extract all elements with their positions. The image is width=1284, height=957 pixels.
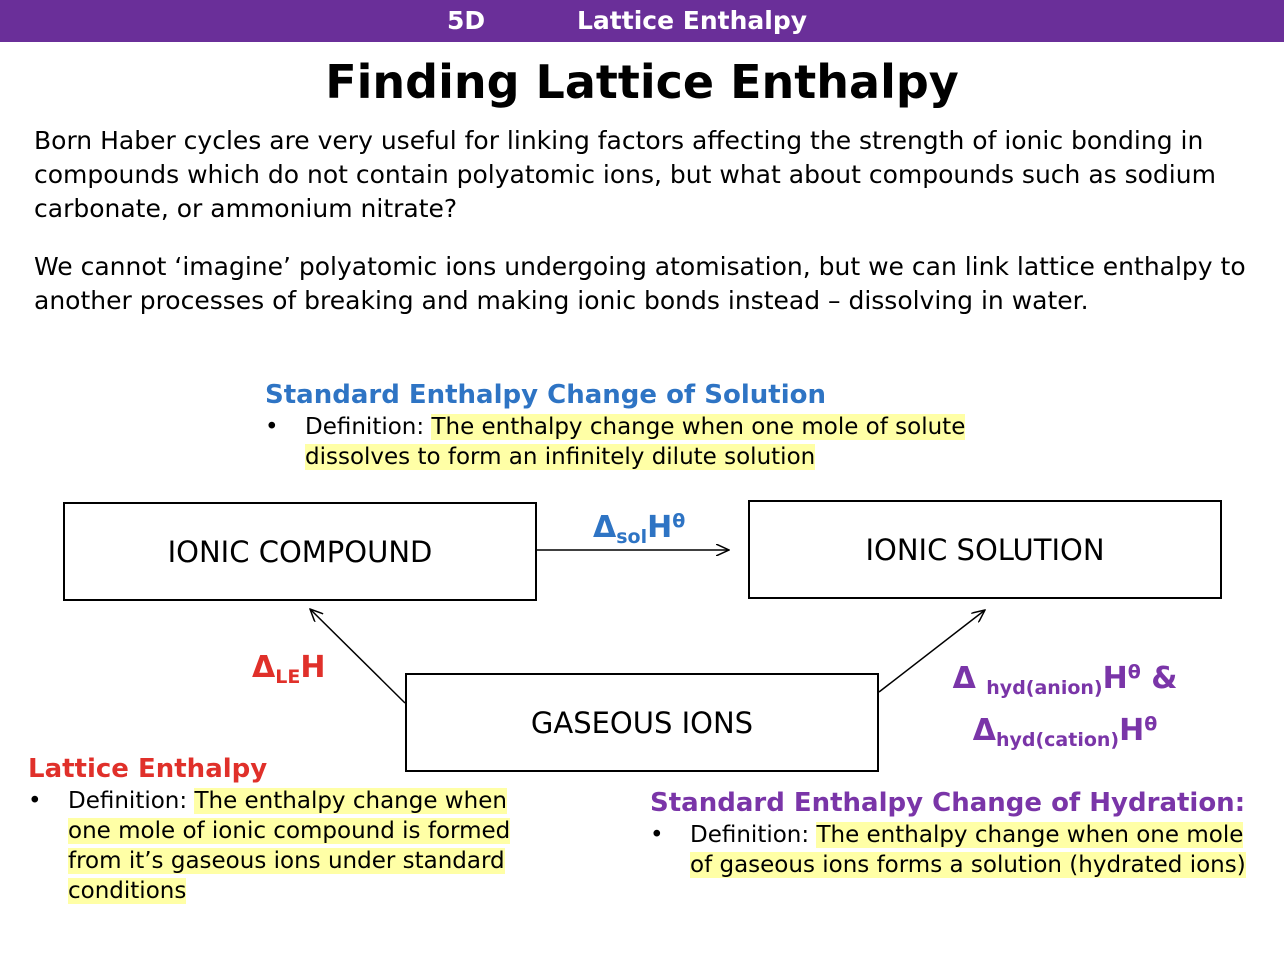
hydration-definition bbox=[650, 786, 1260, 880]
ionic-compound-label: IONIC COMPOUND bbox=[167, 534, 433, 569]
definition-lead: Definition: bbox=[690, 822, 817, 848]
bullet: • bbox=[265, 414, 279, 440]
label-symbol: H bbox=[1119, 713, 1145, 748]
label-superscript: θ bbox=[1144, 713, 1158, 735]
solution-definition-text: The enthalpy change when one mole of solute dissolves to form an infinitely dilute solution bbox=[305, 414, 966, 470]
label-symbol: H bbox=[300, 650, 326, 685]
solution-definition-title: Standard Enthalpy Change of Solution bbox=[265, 380, 827, 410]
intro-paragraph-2: We cannot ‘imagine’ polyatomic ions undergoing atomisation, but we can link lattice enthalpy to another processes of breaking and making ionic bonds instead – dissolving in water. bbox=[34, 252, 1246, 315]
gaseous-ions-label: GASEOUS IONS bbox=[530, 705, 754, 740]
intro-paragraph-1: Born Haber cycles are very useful for linking factors affecting the strength of ionic bonding in compounds which do not contain polyatomic ions, but what about compounds such as sodium carbonate, or ammonium nitrate? bbox=[34, 126, 1216, 223]
label-subscript: hyd(cation) bbox=[995, 729, 1120, 751]
hydration-definition-body bbox=[650, 820, 1260, 880]
label-subscript: sol bbox=[616, 526, 648, 548]
ionic-solution-box bbox=[748, 500, 1222, 599]
header-topic: Lattice Enthalpy bbox=[577, 6, 808, 35]
lattice-definition-text: The enthalpy change when one mole of ionic compound is formed from it’s gaseous ions under standard conditions bbox=[68, 788, 511, 904]
header-code: 5D bbox=[447, 6, 486, 35]
hydration-definition-text: The enthalpy change when one mole of gaseous ions forms a solution (hydrated ions) bbox=[690, 822, 1246, 878]
lattice-definition bbox=[28, 752, 528, 906]
definition-lead: Definition: bbox=[68, 788, 195, 814]
label-subscript: LE bbox=[275, 666, 301, 688]
label-ampersand: & bbox=[1140, 661, 1178, 696]
page-title: Finding Lattice Enthalpy bbox=[325, 55, 959, 109]
hydration-cation-line bbox=[900, 706, 1230, 758]
delta-symbol: Δ bbox=[952, 661, 987, 696]
definition-lead: Definition: bbox=[305, 414, 432, 440]
label-symbol: H bbox=[647, 510, 673, 545]
label-symbol: H bbox=[1102, 661, 1128, 696]
label-superscript: θ bbox=[1127, 661, 1141, 683]
ionic-compound-box bbox=[63, 502, 537, 601]
hydration-enthalpy-label bbox=[900, 654, 1230, 758]
bullet: • bbox=[650, 822, 664, 848]
delta-symbol: Δ bbox=[252, 650, 276, 685]
lattice-definition-body bbox=[28, 786, 528, 906]
lattice-definition-title: Lattice Enthalpy bbox=[28, 754, 268, 784]
delta-symbol: Δ bbox=[593, 510, 617, 545]
label-superscript: θ bbox=[672, 510, 686, 532]
hydration-anion-line bbox=[900, 654, 1230, 706]
lattice-enthalpy-label bbox=[252, 650, 325, 695]
bullet: • bbox=[28, 788, 42, 814]
ionic-solution-label: IONIC SOLUTION bbox=[865, 532, 1105, 567]
label-subscript: hyd(anion) bbox=[986, 677, 1103, 699]
hydration-definition-title: Standard Enthalpy Change of Hydration: bbox=[650, 788, 1246, 818]
solution-enthalpy-label bbox=[593, 503, 685, 555]
delta-symbol: Δ bbox=[972, 713, 996, 748]
